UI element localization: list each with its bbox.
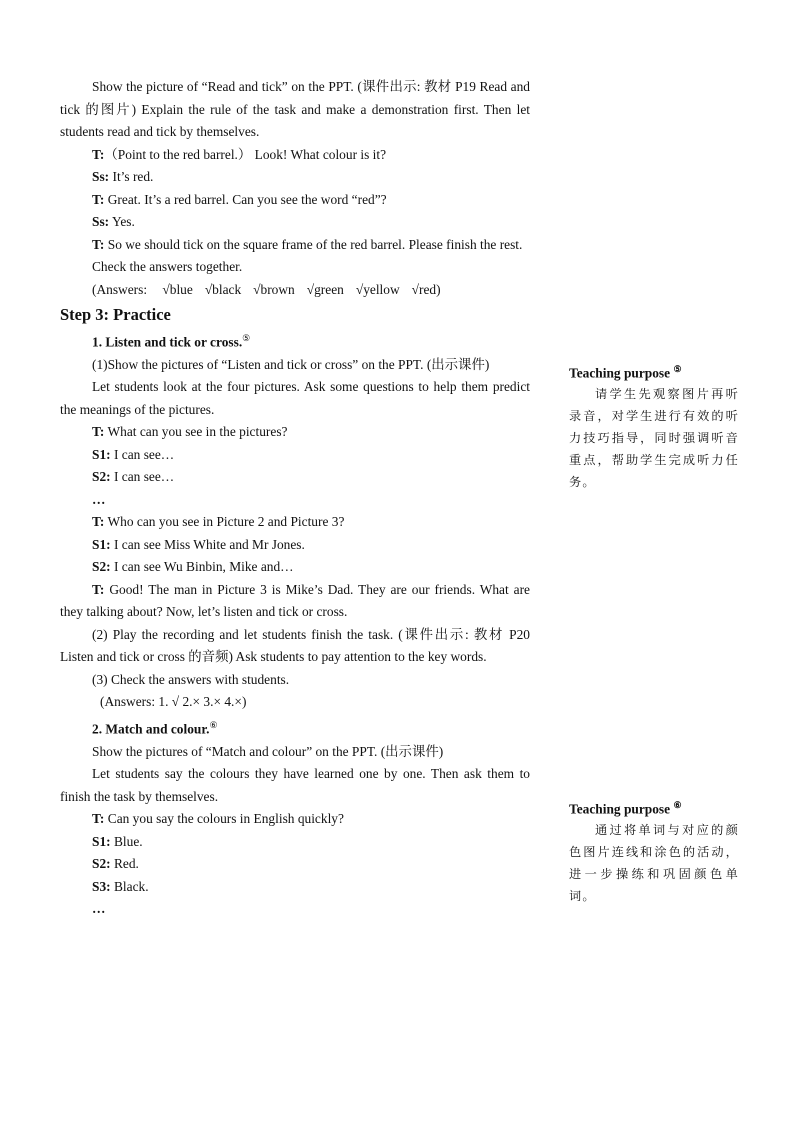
dialogue-line: T: Who can you see in Picture 2 and Picture 3? xyxy=(92,514,345,530)
dialogue-line: T:（Point to the red barrel.） Look! What colour is it? xyxy=(92,146,387,162)
paragraph: (1)Show the pictures of “Listen and tick or cross” on the PPT. (出示课件) xyxy=(92,356,490,372)
section-heading: 1. Listen and tick or cross.⑤ xyxy=(92,333,251,350)
dialogue-line: Ss: Yes. xyxy=(92,214,135,229)
dialogue-line: S1: I can see Miss White and Mr Jones. xyxy=(92,536,305,552)
note-heading: Teaching purpose ⑥ xyxy=(569,800,682,817)
answers-line: (Answers: 1. √ 2.× 3.× 4.×) xyxy=(100,694,247,710)
check-instruction: Check the answers together. xyxy=(92,259,243,274)
note-text: 请学生先观察图片再听录音，对学生进行有效的听力技巧指导，同时强调听音重点，帮助学生完成听力任务。 xyxy=(569,387,739,489)
dialogue-line: T: Great. It’s a red barrel. Can you see the word “red”? xyxy=(92,191,387,207)
intro-paragraph: Show the picture of “Read and tick” on the PPT. (课件出示: 教材 P19 Read and tick 的图片) Explain the rule of the task and make a demonstration first. Then let students read and tick by themselves. xyxy=(60,79,530,139)
dialogue-line: S1: I can see… xyxy=(92,446,175,462)
teaching-purpose-note xyxy=(569,794,739,908)
dialogue-line: S3: Black. xyxy=(92,878,149,894)
dialogue-line: T: Can you say the colours in English quickly? xyxy=(92,811,344,827)
ellipsis: … xyxy=(92,901,106,917)
teaching-purpose-note xyxy=(569,358,739,493)
paragraph: (3) Check the answers with students. xyxy=(92,671,290,687)
dialogue-line: S2: I can see Wu Binbin, Mike and… xyxy=(92,559,294,575)
dialogue-line: T: So we should tick on the square frame of the red barrel. Please finish the rest. xyxy=(92,236,523,252)
answers-line: (Answers: √blue √black √brown √green √yellow √red) xyxy=(92,281,441,297)
section-heading: 2. Match and colour.⑥ xyxy=(92,719,218,737)
dialogue-line: S2: I can see… xyxy=(92,469,175,485)
dialogue-line: T: Good! The man in Picture 3 is Mike’s Dad. They are our friends. What are they talking about? Now, let’s listen and tick or cross. xyxy=(60,581,530,620)
ellipsis: … xyxy=(92,491,106,507)
dialogue-line: S2: Red. xyxy=(92,856,139,872)
dialogue-line: S1: Blue. xyxy=(92,833,143,849)
dialogue-line: T: What can you see in the pictures? xyxy=(92,424,288,440)
paragraph: Let students say the colours they have learned one by one. Then ask them to finish the task by themselves. xyxy=(60,766,530,804)
note-text: 通过将单词与对应的颜色图片连线和涂色的活动，进一步操练和巩固颜色单词。 xyxy=(569,823,739,903)
main-column xyxy=(60,76,530,921)
paragraph: Show the pictures of “Match and colour” on the PPT. (出示课件) xyxy=(92,743,444,759)
paragraph: (2) Play the recording and let students finish the task. (课件出示: 教材 P20 Listen and tick or cross 的音频) Ask students to pay attention to the key words. xyxy=(60,626,530,665)
paragraph: Let students look at the four pictures. Ask some questions to help them predict the meanings of the pictures. xyxy=(60,379,530,417)
note-heading: Teaching purpose ⑤ xyxy=(569,364,682,381)
dialogue-line: Ss: It’s red. xyxy=(92,169,154,184)
step-heading: Step 3: Practice xyxy=(60,305,171,324)
